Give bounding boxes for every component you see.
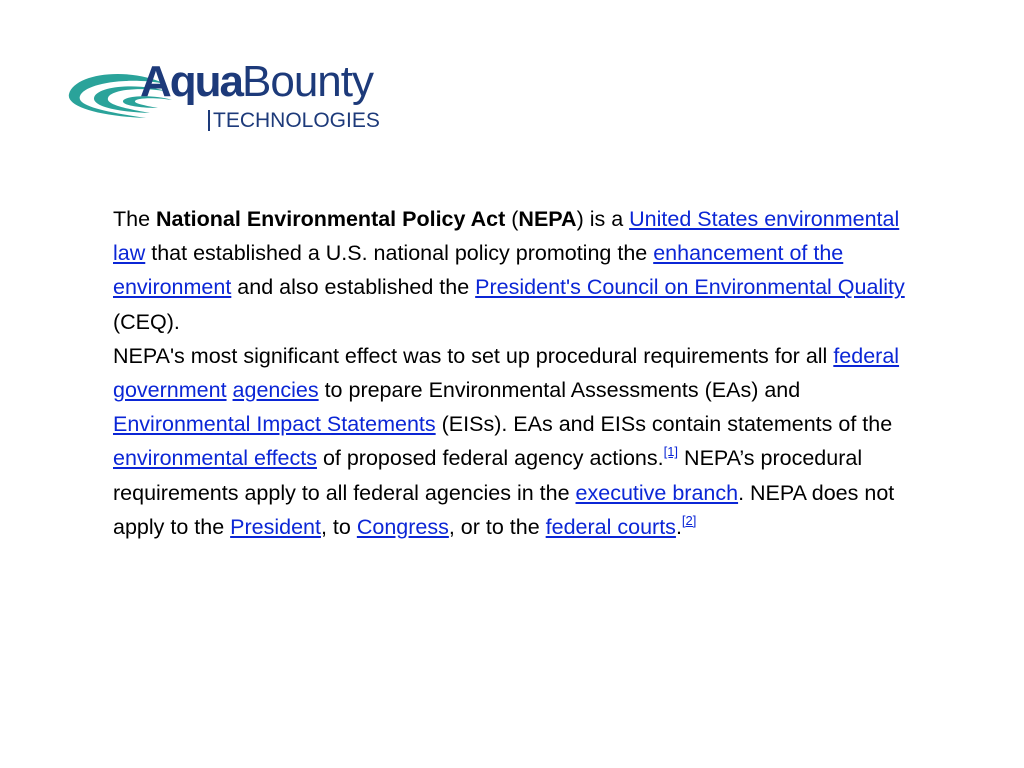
- link-environmental-effects[interactable]: environmental effects: [113, 446, 317, 471]
- text-segment: The: [113, 207, 157, 231]
- reference-link-2[interactable]: [2]: [681, 512, 697, 528]
- text-segment: of proposed federal agency actions.: [316, 446, 664, 471]
- link-environmental-impact-statements[interactable]: Environmental Impact Statements: [113, 412, 436, 437]
- article-body: [113, 202, 913, 544]
- bold-term-nepa: NEPA: [518, 207, 577, 231]
- link-ceq[interactable]: President's Council on Environmental Quality: [475, 275, 905, 300]
- text-segment: (: [505, 207, 519, 231]
- text-segment: NEPA's most significant effect was to set up procedural requirements for all: [113, 343, 834, 368]
- text-segment: that established a U.S. national policy promoting the: [145, 241, 654, 266]
- link-congress[interactable]: Congress: [356, 514, 449, 539]
- text-segment: , or to the: [448, 514, 546, 539]
- reference-link-1[interactable]: [1]: [663, 444, 679, 460]
- paragraph-effects: [113, 339, 913, 544]
- text-segment: NEPA’s procedural requirements apply to all federal agencies in the: [113, 446, 863, 505]
- link-agencies[interactable]: agencies: [232, 378, 319, 403]
- paragraph-intro: [113, 202, 913, 339]
- logo-wordmark: [140, 57, 373, 106]
- link-us-environmental-law[interactable]: United States environmental law: [113, 207, 900, 266]
- text-segment: to prepare Environmental Assessments (EAs) and: [318, 378, 801, 403]
- text-segment: ) is a: [576, 207, 630, 231]
- link-federal-courts[interactable]: federal courts: [545, 514, 676, 539]
- link-executive-branch[interactable]: executive branch: [575, 480, 739, 505]
- text-segment: (EISs). EAs and EISs contain statements of the: [435, 412, 893, 437]
- link-president[interactable]: President: [230, 514, 321, 539]
- text-segment: .: [675, 514, 682, 539]
- aquabounty-logo: [66, 58, 396, 138]
- link-enhancement-environment[interactable]: enhancement of the environment: [113, 241, 844, 300]
- logo-bounty-text: Bounty: [242, 57, 373, 106]
- text-segment: , to: [320, 514, 357, 539]
- logo-subtitle: TECHNOLOGIES: [208, 110, 380, 131]
- bold-term-nepa-full: National Environmental Policy Act: [156, 207, 506, 231]
- link-federal-government[interactable]: federal government: [113, 343, 900, 403]
- logo-aqua-text: Aqua: [140, 57, 242, 106]
- text-segment: . NEPA does not apply to the: [113, 480, 895, 539]
- text-segment: and also established the: [231, 275, 476, 300]
- text-segment: (CEQ).: [113, 309, 180, 334]
